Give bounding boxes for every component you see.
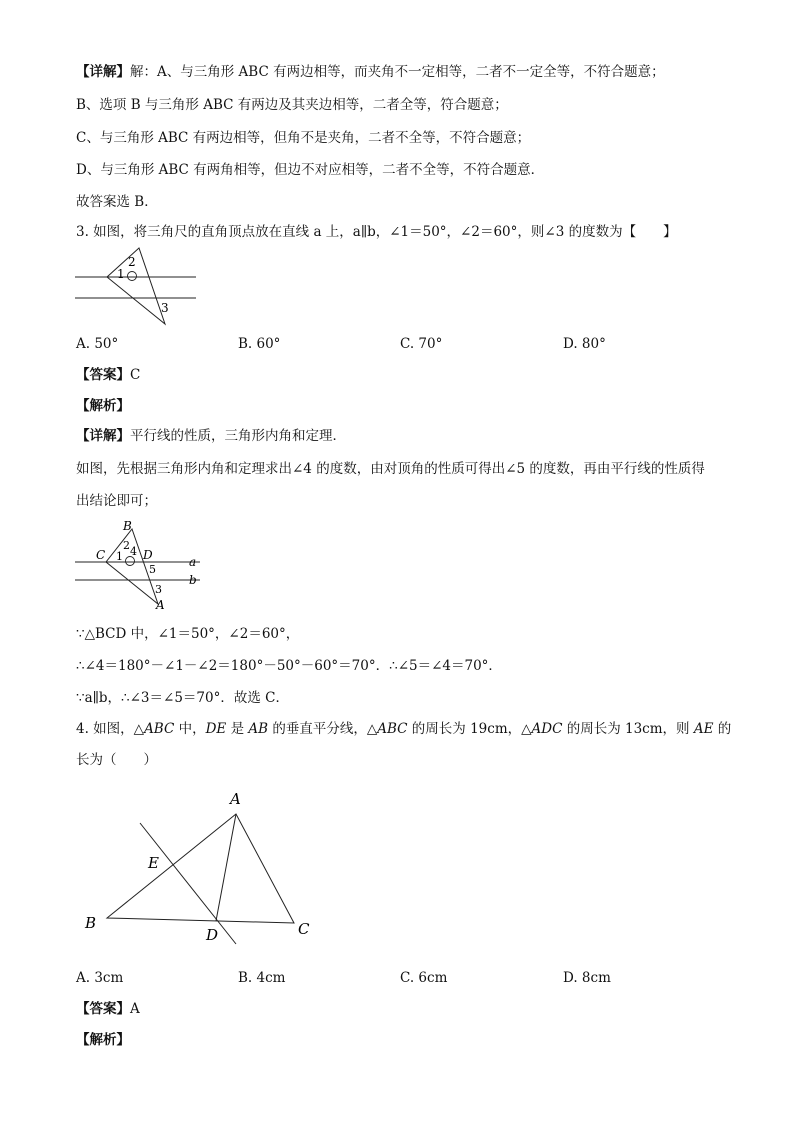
detail-tag: 【详解】 xyxy=(76,64,130,80)
q4-stem-de: DE xyxy=(205,721,227,737)
q3-option-b: B. 60° xyxy=(238,336,281,352)
q4-stem-line2: 长为（ ） xyxy=(76,752,157,768)
fig-label-C: C xyxy=(96,548,106,562)
q3-explain-line1: 如图，先根据三角形内角和定理求出∠4 的度数，由对顶角的性质可得出∠5 的度数，再由平行线的性质得 xyxy=(76,461,705,477)
q4-stem-mid: 中， xyxy=(174,721,206,737)
q3-option-d: D. 80° xyxy=(563,336,606,352)
q3-fig-label-1: 1 xyxy=(117,267,125,281)
q4-stem-tri: △ xyxy=(133,721,145,737)
fig-label-3: 3 xyxy=(155,583,162,596)
q3-step1: ∵△BCD 中，∠1＝50°，∠2＝60°， xyxy=(76,626,300,642)
fig-label-D: D xyxy=(143,548,153,562)
q3-option-a: A. 50° xyxy=(76,336,119,352)
q4-stem-ab: AB xyxy=(248,721,269,737)
q2-solution-line4: D、与三角形 ABC 有两角相等，但边不对应相等，二者不全等，不符合题意． xyxy=(76,162,545,178)
q4-analysis-tag: 【解析】 xyxy=(76,1032,130,1048)
q4-fig-label-D: D xyxy=(206,926,219,944)
q4-stem-line1 xyxy=(76,719,731,739)
q4-answer: A xyxy=(130,1001,140,1017)
q4-fig-label-E: E xyxy=(148,854,159,872)
fig-label-A: A xyxy=(156,598,165,612)
q3-stem: 3. 如图，将三角尺的直角顶点放在直线 a 上，a∥b，∠1＝50°，∠2＝60°，则∠3 的度数为【 】 xyxy=(76,224,677,240)
q4-figure xyxy=(76,786,326,946)
q3-explain-line2: 出结论即可； xyxy=(76,493,157,509)
q3-option-c: C. 70° xyxy=(400,336,443,352)
fig-label-5: 5 xyxy=(149,563,156,576)
fig-label-b: b xyxy=(189,573,197,587)
fig-label-B: B xyxy=(123,519,132,533)
q3-step2: ∴∠4＝180°－∠1－∠2＝180°－50°－60°＝70°．∴∠5＝∠4＝70°． xyxy=(76,658,502,674)
q4-answer-line xyxy=(76,999,140,1019)
q4-option-d: D. 8cm xyxy=(563,970,611,986)
q2-solution-line1 xyxy=(76,62,665,82)
q3-step3: ∵a∥b，∴∠3＝∠5＝70°．故选 C． xyxy=(76,690,289,706)
q2-solution-text1: 解：A、与三角形 ABC 有两边相等，而夹角不一定相等，二者不一定全等，不符合题意； xyxy=(130,64,665,80)
q4-fig-label-C: C xyxy=(298,920,310,938)
q3-figure xyxy=(70,244,205,328)
fig-label-2: 2 xyxy=(123,539,130,552)
q4-fig-label-B: B xyxy=(85,914,97,932)
q4-stem-is: 是 xyxy=(226,721,249,737)
q4-stem-abc: ABC xyxy=(144,721,175,737)
q3-detail-text: 平行线的性质，三角形内角和定理． xyxy=(130,428,346,444)
q4-stem-end: 的 xyxy=(713,721,732,737)
q4-stem-ae: AE xyxy=(693,721,714,737)
q3-fig-label-3: 3 xyxy=(161,301,169,315)
q3-solution-figure xyxy=(70,516,210,612)
q3-analysis-tag: 【解析】 xyxy=(76,398,130,414)
q4-stem-adc: ADC xyxy=(531,721,563,737)
fig-label-a: a xyxy=(189,555,197,569)
q4-stem-perp: 的垂直平分线，△ xyxy=(268,721,378,737)
q4-stem-num: 4. 如图， xyxy=(76,721,134,737)
fig-label-1: 1 xyxy=(116,550,123,563)
answer-tag: 【答案】 xyxy=(76,1001,130,1017)
q2-solution-line2: B、选项 B 与三角形 ABC 有两边及其夹边相等，二者全等，符合题意； xyxy=(76,97,508,113)
q4-option-b: B. 4cm xyxy=(238,970,286,986)
q4-option-c: C. 6cm xyxy=(400,970,448,986)
q2-solution-line3: C、与三角形 ABC 有两边相等，但角不是夹角，二者不全等，不符合题意； xyxy=(76,130,531,146)
q4-stem-abc2: ABC xyxy=(377,721,408,737)
detail-tag: 【详解】 xyxy=(76,428,130,444)
q4-fig-label-A: A xyxy=(230,790,241,808)
fig-label-4: 4 xyxy=(130,545,137,558)
q4-stem-p2: 的周长为 13cm，则 xyxy=(562,721,694,737)
q3-detail-line xyxy=(76,426,346,446)
q2-conclusion: 故答案选 B． xyxy=(76,194,158,210)
q4-option-a: A. 3cm xyxy=(76,970,124,986)
q3-answer-line xyxy=(76,365,140,385)
q3-answer: C xyxy=(130,367,141,383)
q3-fig-label-2: 2 xyxy=(128,255,136,269)
answer-tag: 【答案】 xyxy=(76,367,130,383)
q4-stem-p1: 的周长为 19cm，△ xyxy=(407,721,532,737)
